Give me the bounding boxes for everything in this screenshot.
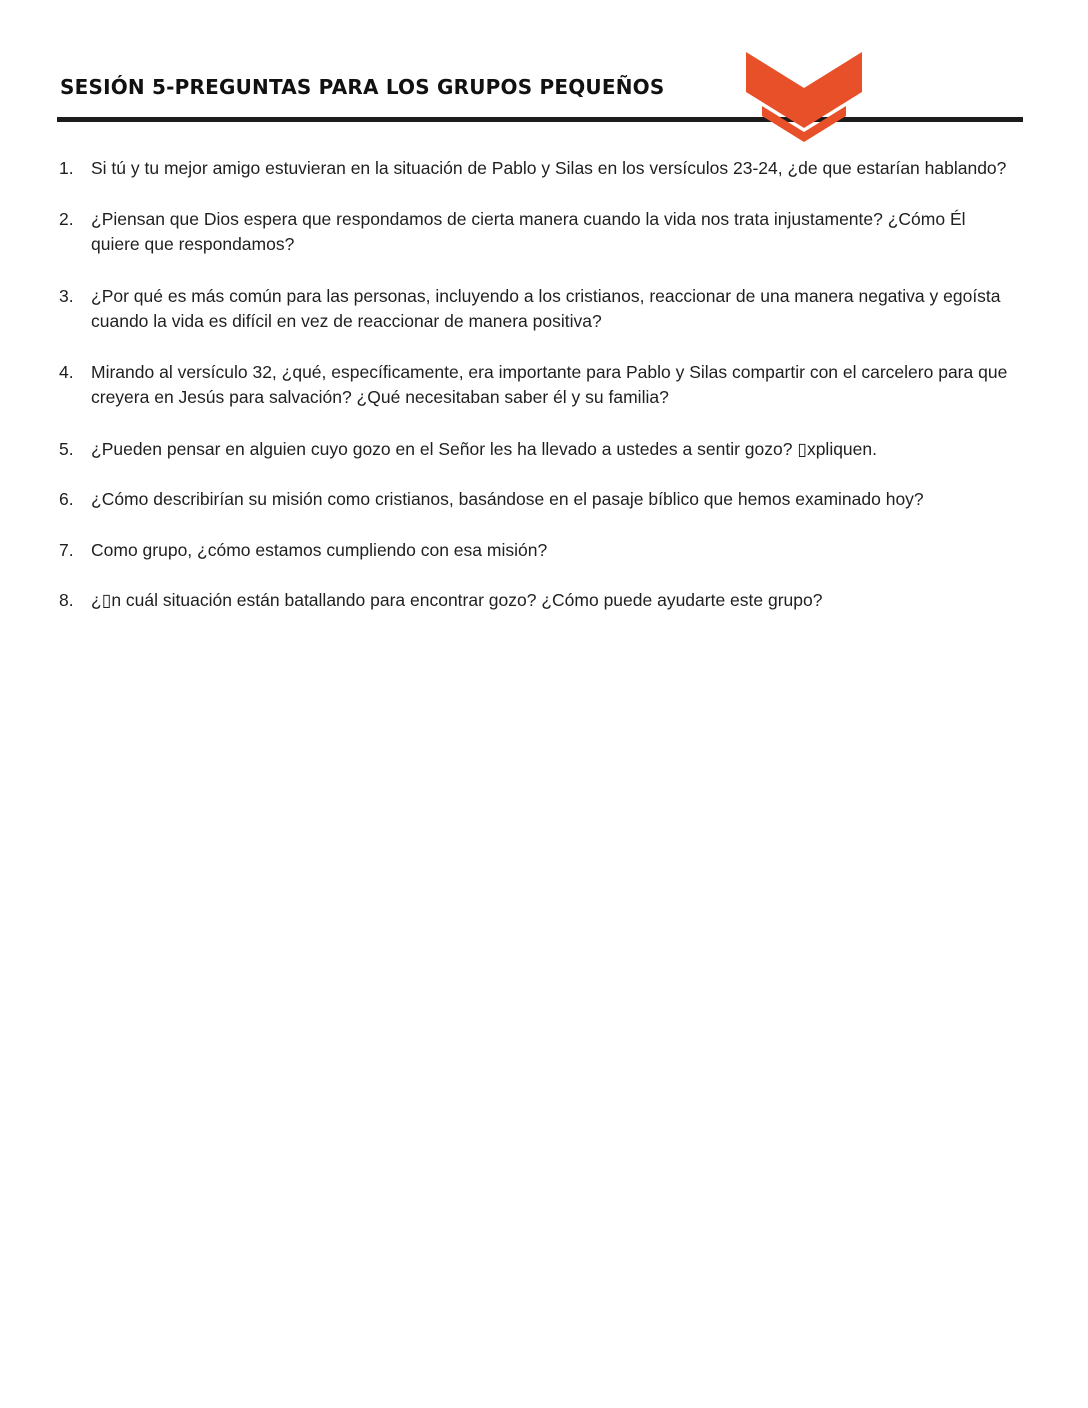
question-text: ¿Pueden pensar en alguien cuyo gozo en el Señor les ha llevado a ustedes a sentir gozo? ▯xpliquen. <box>91 438 877 459</box>
question-item <box>57 588 1023 614</box>
question-number: 5. <box>59 438 74 459</box>
question-item <box>57 437 1023 463</box>
question-number: 2. <box>59 208 74 229</box>
question-number: 4. <box>59 361 74 382</box>
question-list <box>57 156 1023 614</box>
question-number: 3. <box>59 285 74 306</box>
question-item <box>57 487 1023 513</box>
document-header <box>57 50 1023 126</box>
question-number: 6. <box>59 489 74 509</box>
question-text: Como grupo, ¿cómo estamos cumpliendo con esa misión? <box>91 539 548 560</box>
question-text: Mirando al versículo 32, ¿qué, específicamente, era importante para Pablo y Silas compartir con el carcelero para que creyera en Jesús para salvación? ¿Qué necesitaban saber él y su familia? <box>91 361 1008 407</box>
question-number: 7. <box>59 539 74 560</box>
question-text: Si tú y tu mejor amigo estuvieran en la situación de Pablo y Silas en los versículos 23-24, ¿de que estarían hablando? <box>91 158 1007 178</box>
question-item <box>57 284 1023 335</box>
header-rule <box>57 117 1023 122</box>
question-text: ¿▯n cuál situación están batallando para encontrar gozo? ¿Cómo puede ayudarte este grupo? <box>91 590 823 610</box>
question-item <box>57 207 1023 258</box>
question-number: 1. <box>59 158 74 178</box>
question-text: ¿Piensan que Dios espera que respondamos de cierta manera cuando la vida nos trata injustamente? ¿Cómo Él quiere que respondamos? <box>91 208 966 254</box>
question-text: ¿Cómo describirían su misión como cristianos, basándose en el pasaje bíblico que hemos examinado hoy? <box>91 489 924 509</box>
question-item <box>57 156 1023 182</box>
chevron-down-icon <box>746 52 862 142</box>
question-item <box>57 538 1023 564</box>
question-item <box>57 360 1023 411</box>
question-number: 8. <box>59 590 74 610</box>
page-title: SESIÓN 5-PREGUNTAS PARA LOS GRUPOS PEQUEÑOS <box>60 75 665 99</box>
question-text: ¿Por qué es más común para las personas, incluyendo a los cristianos, reaccionar de una manera negativa y egoísta cuando la vida es difícil en vez de reaccionar de manera positiva? <box>91 285 1001 331</box>
